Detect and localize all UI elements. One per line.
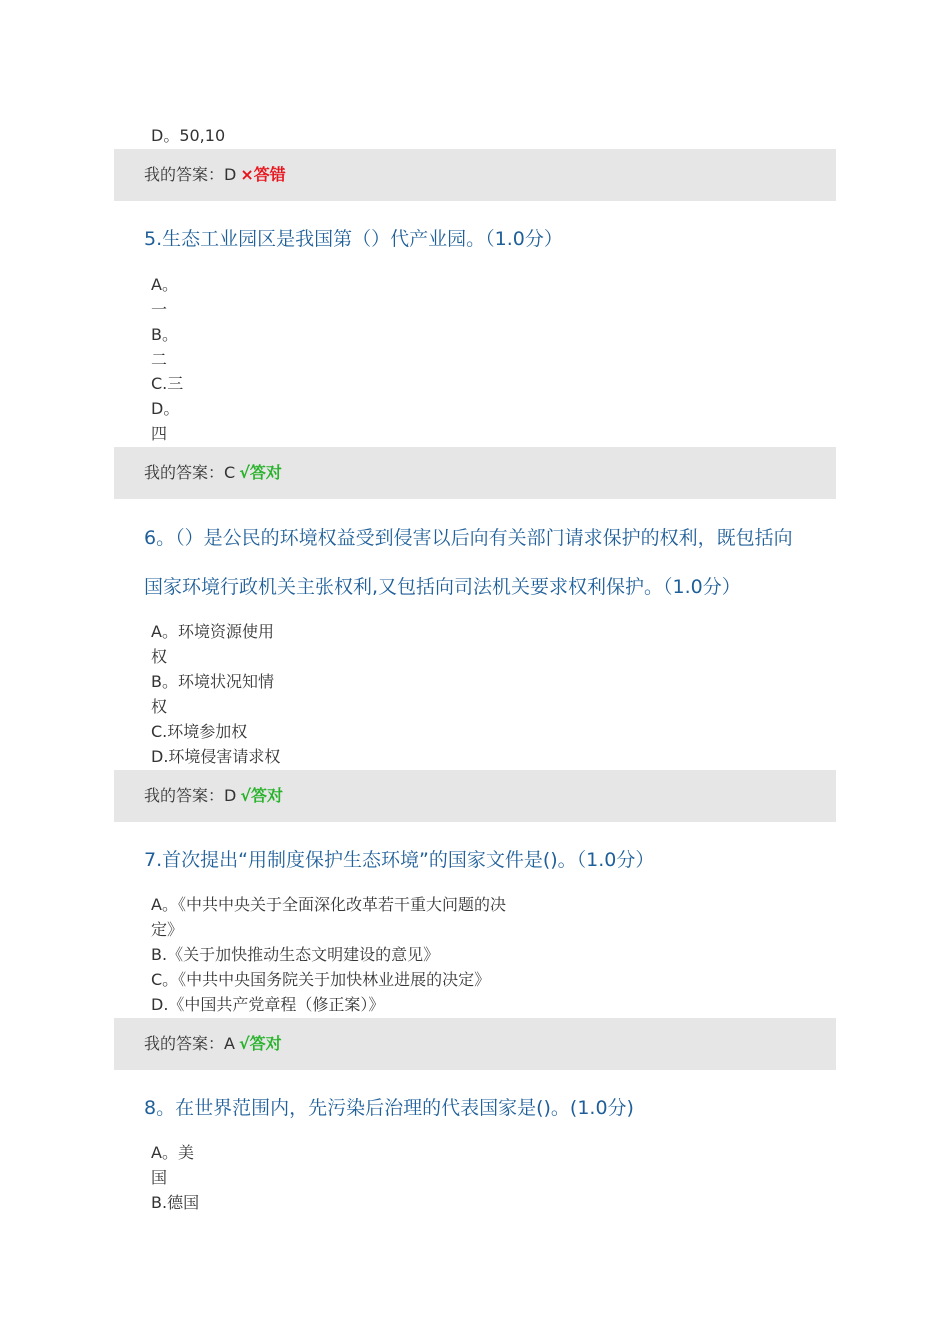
q5-title: 5.生态工业园区是我国第（）代产业园。（1.0分） [144,228,563,250]
q7-option-line: D.《中国共产党章程（修正案）》 [151,995,385,1014]
q5-option-line: A。 [151,275,178,294]
q7-answer-bar [114,1018,836,1070]
q6-title-line2: 国家环境行政机关主张权利,又包括向司法机关要求权利保护。（1.0分） [144,576,741,598]
q6-option-line: D.环境侵害请求权 [151,747,281,766]
q4-answer [144,165,286,185]
q5-option-line: D。 [151,399,180,418]
q7-title: 7.首次提出“用制度保护生态环境”的国家文件是()。（1.0分） [144,849,655,871]
q5-option-line: C.三 [151,374,184,393]
q7-result-mark: √答对 [238,1034,282,1053]
q4-result-mark: ×答错 [240,165,286,184]
q7-answer [144,1034,282,1054]
q5-option-line: B。 [151,325,178,344]
q6-result-mark: √答对 [240,786,284,805]
q8-title: 8。在世界范围内，先污染后治理的代表国家是()。(1.0分) [144,1097,634,1119]
q7-option-line: B.《关于加快推动生态文明建设的意见》 [151,945,440,964]
q5-answer [144,463,282,483]
q5-option-line: 一 [151,300,168,319]
q7-answer-label: 我的答案：A [144,1034,235,1053]
q6-title-line1: 6。（）是公民的环境权益受到侵害以后向有关部门请求保护的权利，既包括向 [144,527,793,549]
q7-option-line: 定》 [151,920,184,939]
q6-answer [144,786,283,806]
q6-option-line: C.环境参加权 [151,722,248,741]
q5-answer-bar [114,447,836,499]
q8-option-line: B.德国 [151,1193,200,1212]
q6-answer-bar [114,770,836,822]
q4-answer-bar [114,149,836,201]
q6-option-line: 权 [151,647,168,666]
q7-option-line: A。《中共中央关于全面深化改革若干重大问题的决 [151,895,506,914]
q8-option-line: A。美 [151,1143,194,1162]
q6-option-line: A。环境资源使用 [151,622,274,641]
q8-option-line: 国 [151,1168,168,1187]
q6-option-line: B。环境状况知情 [151,672,274,691]
q7-option-line: C。《中共中央国务院关于加快林业进展的决定》 [151,970,491,989]
q5-option-line: 二 [151,350,168,369]
q4-option-d: D。50,10 [151,126,226,145]
q5-result-mark: √答对 [239,463,282,482]
q4-answer-label: 我的答案：D [144,165,237,184]
q6-option-line: 权 [151,697,168,716]
q6-answer-label: 我的答案：D [144,786,237,805]
q5-option-line: 四 [151,424,168,443]
q5-answer-label: 我的答案：C [144,463,236,482]
